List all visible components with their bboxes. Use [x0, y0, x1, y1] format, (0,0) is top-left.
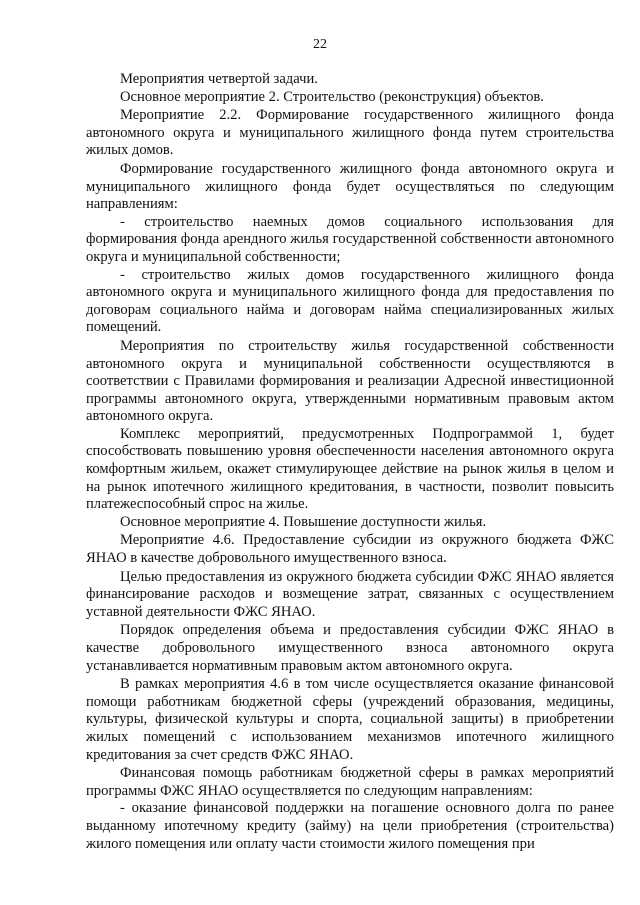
paragraph-subsidy-procedure: Порядок определения объема и предоставления субсидии ФЖС ЯНАО в качестве добровольного имущественного взноса автономного округа устанавливается нормативным правовым актом автономного округа. — [86, 622, 614, 674]
paragraph-subsidy-purpose: Целью предоставления из окружного бюджета субсидии ФЖС ЯНАО является финансирование расходов и возмещение затрат, связанных с осуществлением уставной деятельности ФЖС ЯНАО. — [86, 568, 614, 620]
paragraph-financial-assistance: В рамках мероприятия 4.6 в том числе осуществляется оказание финансовой помощи работникам бюджетной сферы (учреждений образования, медицины, культуры, физической культуры и спорта, социальной защиты) в приобретении жилых помещений с использованием механизмов ипотечного жилищного кредитования за счет средств ФЖС ЯНАО. — [86, 676, 614, 763]
list-item-residential-houses: - строительство жилых домов государственного жилищного фонда автономного округа и муниципального жилищного фонда для предоставления по договорам социального найма и договорам найма специализированных жилых помещений. — [86, 266, 614, 336]
paragraph-activity-2-2: Мероприятие 2.2. Формирование государственного жилищного фонда автономного округа и муниципального жилищного фонда путем строительства жилых домов. — [86, 107, 614, 159]
paragraph-subprogram-effect: Комплекс мероприятий, предусмотренных Подпрограммой 1, будет способствовать повышению уровня обеспеченности населения автономного округа комфортным жильем, окажет стимулирующее действие на рынок жилья в целом и на рынок ипотечного жилищного кредитования, в частности, позволит повысить платежеспособный спрос на жилье. — [86, 425, 614, 513]
paragraph-assistance-directions: Финансовая помощь работникам бюджетной сферы в рамках мероприятий программы ФЖС ЯНАО осуществляется по следующим направлениям: — [86, 765, 614, 799]
paragraph-task-heading: Мероприятия четвертой задачи. — [120, 71, 318, 87]
document-body — [86, 71, 614, 853]
list-item-debt-support: - оказание финансовой поддержки на погашение основного долга по ранее выданному ипотечному кредиту (займу) на цели приобретения (строительства) жилого помещения или оплату части стоимости жилого помещения при — [86, 800, 614, 852]
paragraph-housing-fund-directions: Формирование государственного жилищного фонда автономного округа и муниципального жилищного фонда будет осуществляться по следующим направлениям: — [86, 160, 614, 213]
page-number: 22 — [313, 37, 327, 52]
paragraph-construction-rules: Мероприятия по строительству жилья государственной собственности автономного округа и муниципальной собственности осуществляются в соответствии с Правилами формирования и реализации Адресной инвестиционной программы автономного округа, утвержденными нормативным правовым актом автономного округа. — [86, 337, 614, 425]
paragraph-main-activity-2: Основное мероприятие 2. Строительство (реконструкция) объектов. — [120, 88, 544, 105]
paragraph-main-activity-4: Основное мероприятие 4. Повышение доступности жилья. — [120, 513, 487, 530]
list-item-rental-houses: - строительство наемных домов социального использования для формирования фонда арендного жилья государственной собственности автономного округа и муниципальной собственности; — [86, 213, 614, 265]
paragraph-activity-4-6: Мероприятие 4.6. Предоставление субсидии из окружного бюджета ФЖС ЯНАО в качестве добровольного имущественного взноса. — [86, 532, 614, 567]
